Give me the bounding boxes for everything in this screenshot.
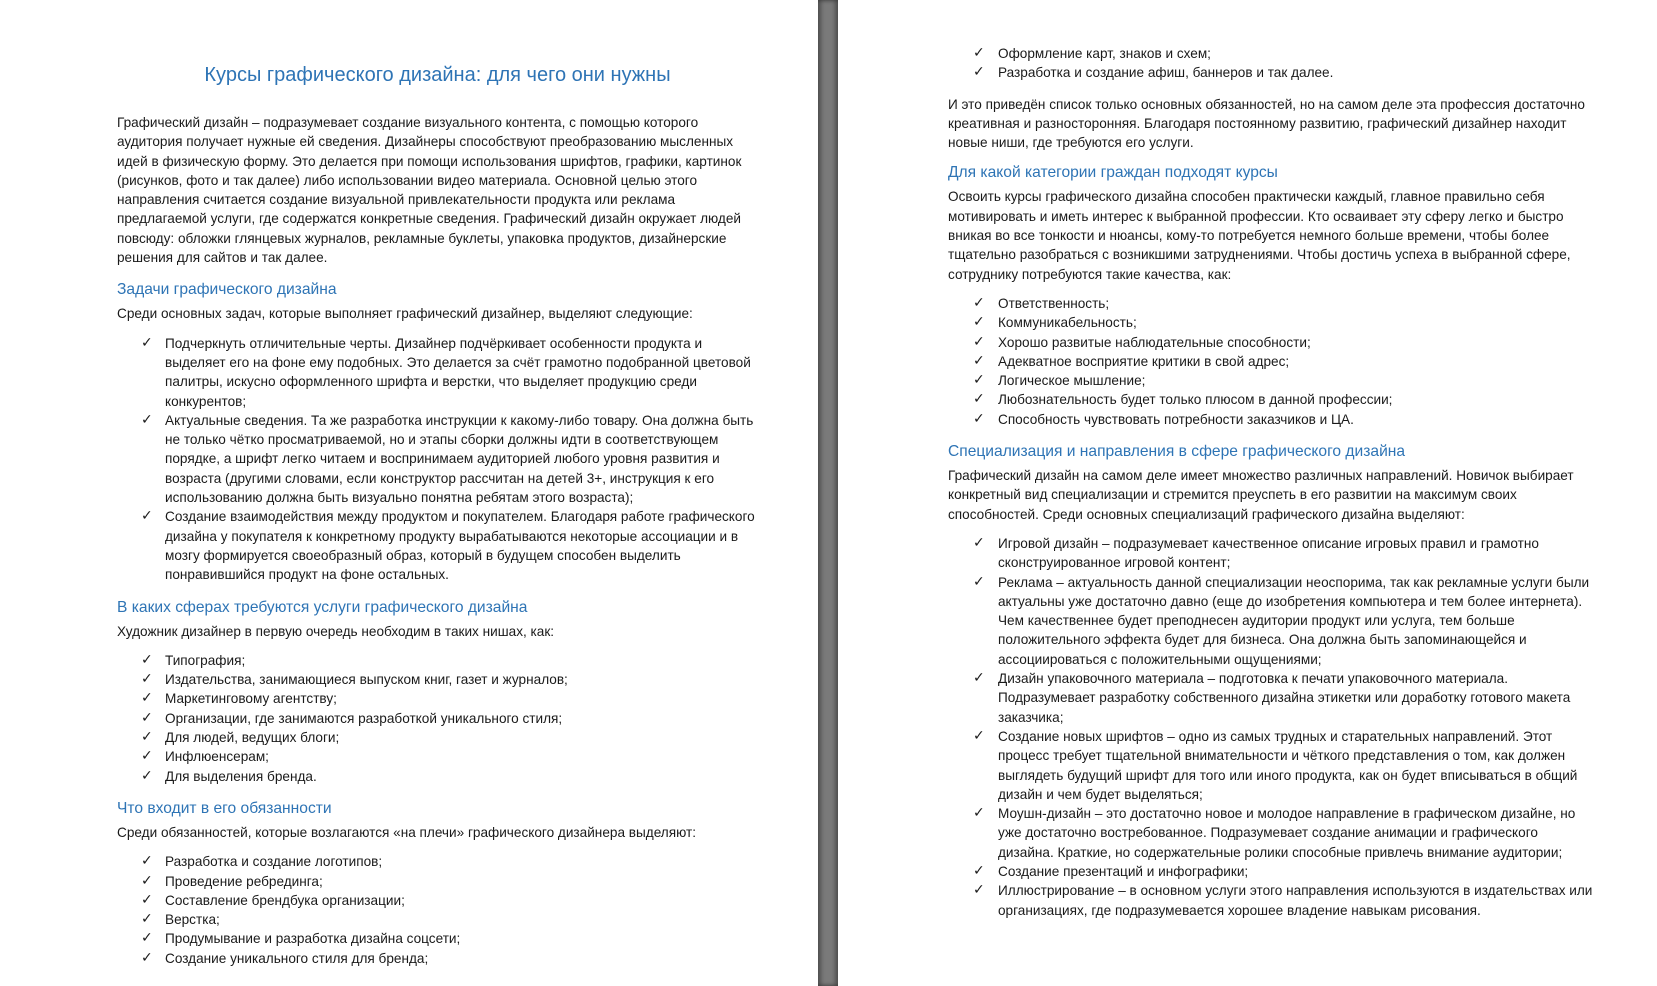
section-lead-duties: Среди обязанностей, которые возлагаются «на плечи» графического дизайнера выделяют:: [117, 824, 697, 840]
section-heading-spheres: В каких сферах требуются услуги графического дизайна: [117, 598, 528, 616]
check-mark-icon: ✓: [141, 690, 153, 707]
check-mark-icon: ✓: [973, 391, 985, 408]
check-mark-icon: ✓: [141, 334, 153, 351]
list-item: ✓ Коммуникабельность;: [948, 313, 1597, 332]
check-mark-icon: ✓: [141, 891, 153, 908]
check-mark-icon: ✓: [141, 872, 153, 889]
check-mark-icon: ✓: [973, 294, 985, 311]
list-item: ✓ Создание новых шрифтов – одно из самых трудных и старательных направлений. Этот процесс требует тщательной внимательности и чёткого представления о том, как должен выглядеть будущий шрифт для того или иного продукта, как он будет вписываться в общий дизайн и чем будет выделяться;: [973, 727, 1578, 802]
check-mark-icon: ✓: [141, 911, 153, 928]
check-mark-icon: ✓: [141, 651, 153, 668]
check-mark-icon: ✓: [141, 853, 153, 870]
list-item: ✓ Для выделения бренда.: [117, 767, 758, 786]
page-gutter: [818, 0, 838, 986]
list-item: ✓ Маркетинговому агентству;: [117, 689, 758, 708]
list-item: ✓ Разработка и создание логотипов;: [117, 852, 758, 871]
check-mark-icon: ✓: [141, 508, 153, 525]
check-mark-icon: ✓: [973, 410, 985, 427]
check-mark-icon: ✓: [141, 411, 153, 428]
check-mark-icon: ✓: [141, 709, 153, 726]
check-mark-icon: ✓: [973, 670, 985, 687]
check-mark-icon: ✓: [141, 671, 153, 688]
section-lead-audience: Освоить курсы графического дизайна способен практически каждый, главное правильно себя мотивировать и иметь интерес к выбранной профессии. Кто осваивает эту сферу легко и быстро вникая во все тонкости и нюансы, кому-то потребуется немного больше времени, чтобы более тщательно разобраться с возникшими затруднениями. Чтобы достичь успеха в выбранной сфере, сотруднику потребуются такие качества, как:: [948, 189, 1571, 282]
list-item: ✓ Создание презентаций и инфографики;: [948, 862, 1597, 881]
check-mark-icon: ✓: [141, 930, 153, 947]
check-mark-icon: ✓: [141, 949, 153, 966]
check-mark-icon: ✓: [973, 534, 985, 551]
check-mark-icon: ✓: [973, 727, 985, 744]
list-item: ✓ Логическое мышление;: [948, 371, 1597, 390]
list-item: ✓ Ответственность;: [948, 294, 1597, 313]
intro-paragraph: Графический дизайн – подразумевает создание визуального контента, с помощью которого аудитория получает нужные ей сведения. Дизайнеры способствуют преобразованию мысленных идей в физическую форму. Это делается при помощи использования шрифтов, графики, картинок (рисунков, фото и так далее) либо использовании видео материала. Основной целью этого направления считается создание визуальной привлекательности продукта или реклама предлагаемой услуги, где содержатся конкретные сведения. Графический дизайн окружает людей повсюду: обложки глянцевых журналов, рекламные буклеты, упаковка продуктов, дизайнерские решения для сайтов и так далее.: [117, 115, 742, 266]
list-item: ✓ Составление брендбука организации;: [117, 891, 758, 910]
duties-list-continued: [948, 44, 1597, 83]
check-mark-icon: ✓: [141, 767, 153, 784]
list-item: ✓ Оформление карт, знаков и схем;: [948, 44, 1597, 63]
document-page-left: [0, 0, 818, 986]
list-item: ✓ Верстка;: [117, 910, 758, 929]
list-item: ✓ Инфлюенсерам;: [117, 747, 758, 766]
check-mark-icon: ✓: [973, 372, 985, 389]
check-mark-icon: ✓: [973, 882, 985, 899]
duties-list: [117, 852, 758, 968]
check-mark-icon: ✓: [141, 729, 153, 746]
check-mark-icon: ✓: [973, 352, 985, 369]
list-item: ✓ Создание уникального стиля для бренда;: [117, 949, 758, 968]
duties-summary-paragraph: И это приведён список только основных обязанностей, но на самом деле эта профессия достаточно креативная и разносторонняя. Благодаря постоянному развитию, графический дизайнер находит новые ниши, где требуются его услуги.: [948, 96, 1585, 151]
check-mark-icon: ✓: [141, 748, 153, 765]
document-page-right: [838, 0, 1657, 986]
list-item: ✓ Игровой дизайн – подразумевает качественное описание игровых правил и грамотно сконструированное игровой контент;: [973, 534, 1539, 571]
section-heading-duties: Что входит в его обязанности: [117, 799, 332, 817]
section-heading-specializations: Специализация и направления в сфере графического дизайна: [948, 443, 1406, 461]
section-lead-specializations: Графический дизайн на самом деле имеет множество различных направлений. Новичок выбирает конкретный вид специализации и стремится преуспеть в его развитии на максимум своих способностей. Среди основных специализаций графического дизайна выделяют:: [948, 468, 1574, 522]
specializations-list: [948, 534, 1597, 920]
list-item: ✓ Подчеркнуть отличительные черты. Дизайнер подчёркивает особенности продукта и выделяет его на фоне ему подобных. Это делается за счёт грамотно подобранной цветовой палитры, искусно оформленного шрифта и верстки, что выделяет продукцию среди конкурентов;: [141, 334, 751, 409]
list-item: ✓ Актуальные сведения. Та же разработка инструкции к какому-либо товару. Она должна быть не только чётко просматриваемой, но и этапы сборки должны идти в соответствующем порядке, а шрифт легко читаем и воспринимаем аудиторией любого уровня развития и возраста (другими словами, если конструктор рассчитан на детей 3+, инструкция к его использованию должна быть визуально понятна ребятам этого возраста);: [141, 411, 754, 506]
list-item: ✓ Продумывание и разработка дизайна соцсети;: [117, 929, 758, 948]
list-item: ✓ Иллюстрирование – в основном услуги этого направления используются в издательствах или организациях, где подразумевается хорошее владение навыкам рисования.: [973, 882, 1593, 918]
check-mark-icon: ✓: [973, 64, 985, 81]
list-item: ✓ Способность чувствовать потребности заказчиков и ЦА.: [948, 410, 1597, 429]
list-item: ✓ Для людей, ведущих блоги;: [117, 728, 758, 747]
check-mark-icon: ✓: [973, 45, 985, 61]
section-heading-tasks: Задачи графического дизайна: [117, 281, 337, 299]
list-item: ✓ Хорошо развитые наблюдательные способности;: [948, 333, 1597, 352]
spheres-list: [117, 651, 758, 786]
check-mark-icon: ✓: [973, 805, 985, 822]
task-list: [117, 334, 758, 585]
list-item: ✓ Типография;: [117, 651, 758, 670]
list-item: ✓ Моушн-дизайн – это достаточно новое и молодое направление в графическом дизайне, но уже достаточно востребованное. Подразумевает создание анимации и графического дизайна. Краткие, но содержательные ролики способные привлечь внимание аудитории;: [973, 805, 1576, 860]
section-heading-audience: Для какой категории граждан подходят курсы: [948, 164, 1278, 182]
check-mark-icon: ✓: [973, 862, 985, 879]
list-item: ✓ Организации, где занимаются разработкой уникального стиля;: [117, 709, 758, 728]
check-mark-icon: ✓: [973, 333, 985, 350]
list-item: ✓ Разработка и создание афиш, баннеров и так далее.: [948, 63, 1597, 82]
list-item: ✓ Создание взаимодействия между продуктом и покупателем. Благодаря работе графического дизайна у покупателя к конкретному продукту вырабатываются некоторые ассоциации и в мозгу формируется своеобразный образ, который в будущем способен выделить понравившийся продукт на фоне остальных.: [141, 508, 755, 583]
list-item: ✓ Реклама – актуальность данной специализации неоспорима, так как рекламные услуги были актуальны уже достаточно давно (еще до изобретения компьютера и тем более интернета). Чем качественнее будет преподнесен аудитории продукт или услуга, тем больше положительного эффекта будет для бизнеса. Она должна быть запоминающейся и ассоциироваться с положительными ощущениями;: [973, 573, 1590, 667]
qualities-list: [948, 294, 1597, 429]
list-item: ✓ Дизайн упаковочного материала – подготовка к печати упаковочного материала. Подразумевает разработку собственного дизайна этикетки или доработку готового макета заказчика;: [973, 670, 1571, 725]
check-mark-icon: ✓: [973, 573, 985, 590]
list-item: ✓ Издательства, занимающиеся выпуском книг, газет и журналов;: [117, 670, 758, 689]
list-item: ✓ Адекватное восприятие критики в свой адрес;: [948, 352, 1597, 371]
check-mark-icon: ✓: [973, 314, 985, 331]
section-lead-spheres: Художник дизайнер в первую очередь необходим в таких нишах, как:: [117, 623, 555, 639]
list-item: ✓ Любознательность будет только плюсом в данной профессии;: [948, 390, 1597, 409]
section-lead-tasks: Среди основных задач, которые выполняет графический дизайнер, выделяют следующие:: [117, 306, 693, 322]
list-item: ✓ Проведение ребрединга;: [117, 872, 758, 891]
document-title: Курсы графического дизайна: для чего они нужны: [204, 64, 671, 86]
